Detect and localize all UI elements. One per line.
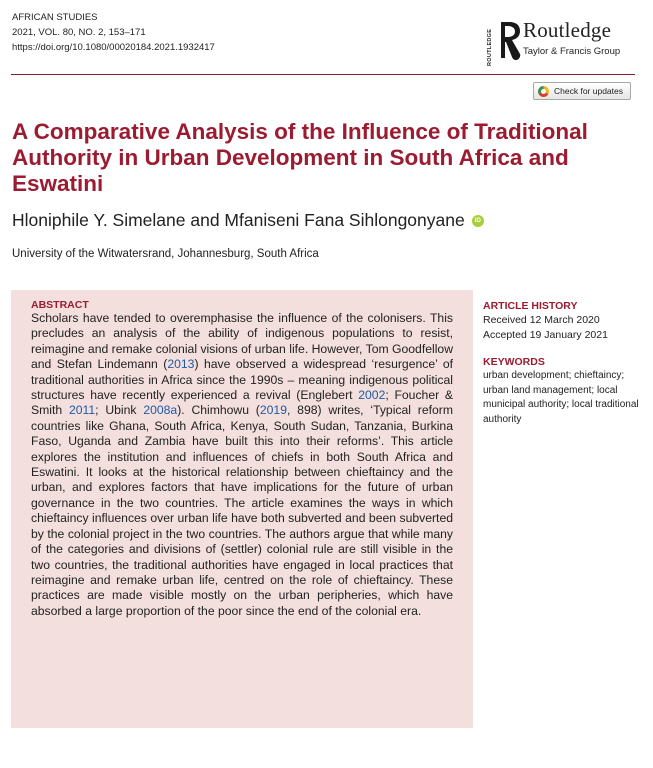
- abstract-heading: ABSTRACT: [31, 299, 89, 311]
- crossmark-icon: [538, 86, 549, 97]
- abstract-segment: ). Chimhowu (: [177, 403, 260, 418]
- article-history-heading: ARTICLE HISTORY: [483, 300, 578, 312]
- citation-link[interactable]: 2008a: [143, 403, 178, 418]
- abstract-panel: [11, 290, 473, 728]
- check-updates-button[interactable]: [533, 82, 631, 100]
- publisher-subtitle: Taylor & Francis Group: [523, 46, 621, 57]
- keywords-heading: KEYWORDS: [483, 356, 545, 368]
- author-names[interactable]: Hloniphile Y. Simelane and Mfaniseni Fana Sihlongonyane: [12, 210, 465, 230]
- article-sidebar: [483, 300, 643, 427]
- citation-link[interactable]: 2002: [358, 388, 386, 403]
- received-date: Received 12 March 2020: [483, 314, 600, 326]
- author-line: [12, 210, 484, 231]
- abstract-segment: , 898) writes, ‘Typical reform countries like Ghana, South Africa, Kenya, South Sudan, Tanzania, Burkina Faso, Uganda and Zambia have built this into their reforms’. This article explores the institution and influences of chiefs in both South Africa and Eswatini. It looks at the historical relationship between chieftaincy and the urban, and explores factors that have implications for the future of urban governance in the two countries. The article examines the ways in which chieftaincy influences over urban life have both subverted and been subverted by the colonial project in the two countries. The authors argue that while many of the categories and divisions of (settler) colonial rule are still visible in the two countries, the traditional authorities have engaged in local practices that reimagine and remake urban life, centred on the role of chieftaincy. These practices are made visible mostly on the urban peripheries, which have absorbed a large proportion of the poor since the end of the colonial era.: [31, 403, 454, 618]
- abstract-segment: ) have observed a widespread ‘resurgence’ of traditional authorities in Africa since the 1990s – meaning indigenous political structures have recently experienced a revival (Englebert: [31, 357, 454, 403]
- journal-info: [12, 10, 215, 55]
- publisher-logo: [487, 18, 641, 68]
- check-updates-label: Check for updates: [554, 86, 623, 96]
- journal-doi-link[interactable]: https://doi.org/10.1080/00020184.2021.1932417: [12, 42, 215, 53]
- routledge-r-icon: [498, 20, 522, 64]
- publisher-name: Routledge: [523, 18, 612, 42]
- header-divider: [11, 74, 635, 75]
- affiliation: University of the Witwatersrand, Johannesburg, South Africa: [12, 248, 319, 260]
- accepted-date: Accepted 19 January 2021: [483, 329, 608, 341]
- abstract-segment: Scholars have tended to overemphasise the influence of the colonisers. This precludes an analysis of the ability of indigenous populations to resist, reimagine and remake colonial visions of urban life. However, Tom Goodfellow and Stefan Lindemann (: [31, 311, 453, 372]
- publisher-vertical-label: ROUTLEDGE: [487, 28, 493, 66]
- keywords-list: urban development; chieftaincy; urban land management; local municipal authority; local traditional authority: [483, 370, 639, 425]
- orcid-icon[interactable]: iD: [472, 215, 484, 227]
- citation-link[interactable]: 2013: [167, 357, 195, 372]
- abstract-segment: ; Foucher & Smith: [31, 388, 454, 418]
- journal-name: AFRICAN STUDIES: [12, 12, 98, 23]
- article-title: A Comparative Analysis of the Influence of Traditional Authority in Urban Development in South Africa and Eswatini: [12, 119, 588, 196]
- citation-link[interactable]: 2011: [68, 403, 96, 418]
- citation-link[interactable]: 2019: [259, 403, 287, 418]
- journal-volume: 2021, VOL. 80, NO. 2, 153–171: [12, 27, 146, 38]
- abstract-text: [31, 311, 453, 619]
- abstract-segment: ; Ubink: [95, 403, 144, 418]
